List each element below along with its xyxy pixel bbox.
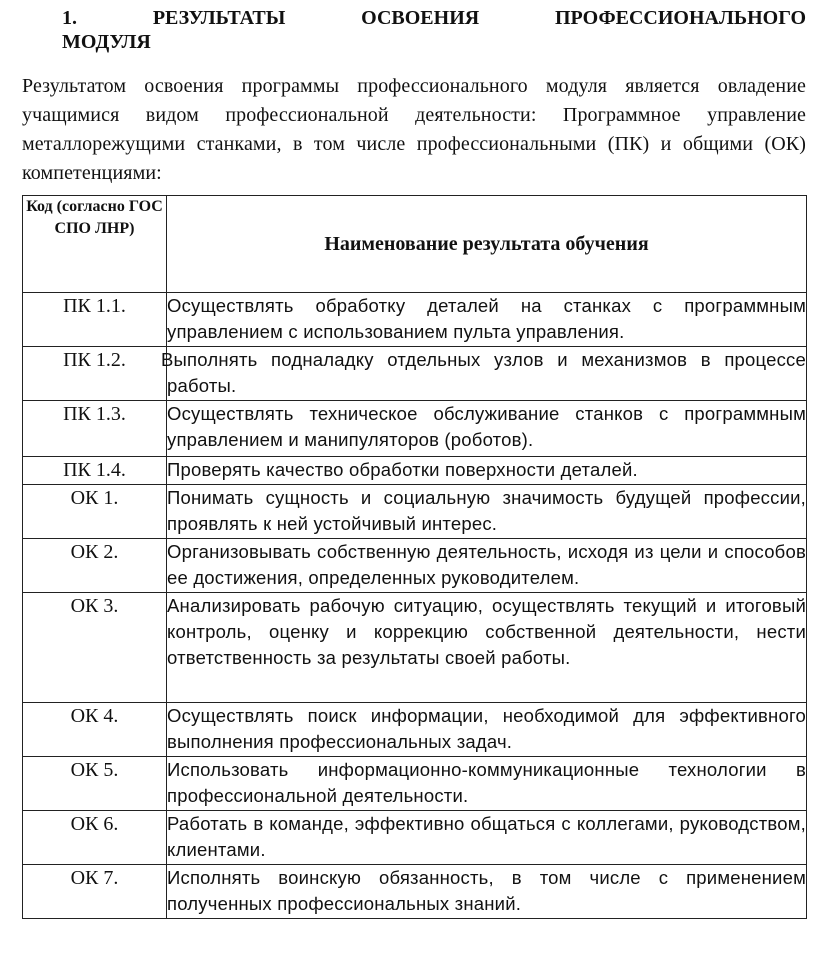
competency-description: Осуществлять поиск информации, необходимой для эффективного выполнения профессиональных задач. (167, 703, 807, 757)
table-row (23, 347, 807, 401)
competency-description: Исполнять воинскую обязанность, в том числе с применением полученных профессиональных знаний. (167, 865, 807, 919)
section-heading: 1. РЕЗУЛЬТАТЫ ОСВОЕНИЯ ПРОФЕССИОНАЛЬНОГО (62, 7, 806, 29)
table-header-row (23, 196, 807, 293)
competency-code: ОК 7. (23, 865, 167, 919)
competency-code: ОК 5. (23, 757, 167, 811)
table-row (23, 401, 807, 457)
table-row (23, 593, 807, 703)
table-row (23, 539, 807, 593)
competency-code: ОК 6. (23, 811, 167, 865)
document-page (22, 0, 806, 188)
competency-description: Понимать сущность и социальную значимость будущей профессии, проявлять к ней устойчивый интерес. (167, 485, 807, 539)
table-row (23, 703, 807, 757)
competency-code: ПК 1.4. (23, 457, 167, 485)
competency-code: ОК 1. (23, 485, 167, 539)
competency-description: Проверять качество обработки поверхности деталей. (167, 457, 807, 485)
competency-code: ПК 1.2. (23, 347, 167, 401)
table-row (23, 293, 807, 347)
learning-results-table (22, 195, 807, 919)
intro-paragraph: Результатом освоения программы профессионального модуля является овладение учащимися видом профессиональной деятельности: Программное управление металлорежущими станками, в том числе профессиональными (ПК) и общими (ОК) компетенциями: (22, 75, 806, 184)
competency-description: Анализировать рабочую ситуацию, осуществлять текущий и итоговый контроль, оценку и коррекцию собственной деятельности, нести ответственность за результаты своей работы. (167, 593, 807, 703)
competency-description: Работать в команде, эффективно общаться с коллегами, руководством, клиентами. (167, 811, 807, 865)
competency-code: ПК 1.1. (23, 293, 167, 347)
competency-description: Осуществлять техническое обслуживание станков с программным управлением и манипуляторов (роботов). (167, 401, 807, 457)
section-heading-continuation: МОДУЛЯ (62, 31, 151, 53)
competency-description: Использовать информационно-коммуникационные технологии в профессиональной деятельности. (167, 757, 807, 811)
competency-code: ОК 2. (23, 539, 167, 593)
competency-description: Осуществлять обработку деталей на станках с программным управлением с использованием пульта управления. (167, 293, 807, 347)
table-row (23, 485, 807, 539)
competency-description: Организовывать собственную деятельность, исходя из цели и способов ее достижения, определенных руководителем. (167, 539, 807, 593)
column-header-code: Код (согласно ГОС СПО ЛНР) (23, 196, 167, 293)
competency-description: Выполнять подналадку отдельных узлов и механизмов в процессе работы. (167, 347, 807, 401)
competency-code: ОК 4. (23, 703, 167, 757)
table-row (23, 865, 807, 919)
table-row (23, 757, 807, 811)
table-row (23, 811, 807, 865)
competency-code: ОК 3. (23, 593, 167, 703)
competency-code: ПК 1.3. (23, 401, 167, 457)
table-row (23, 457, 807, 485)
column-header-name: Наименование результата обучения (167, 196, 807, 293)
